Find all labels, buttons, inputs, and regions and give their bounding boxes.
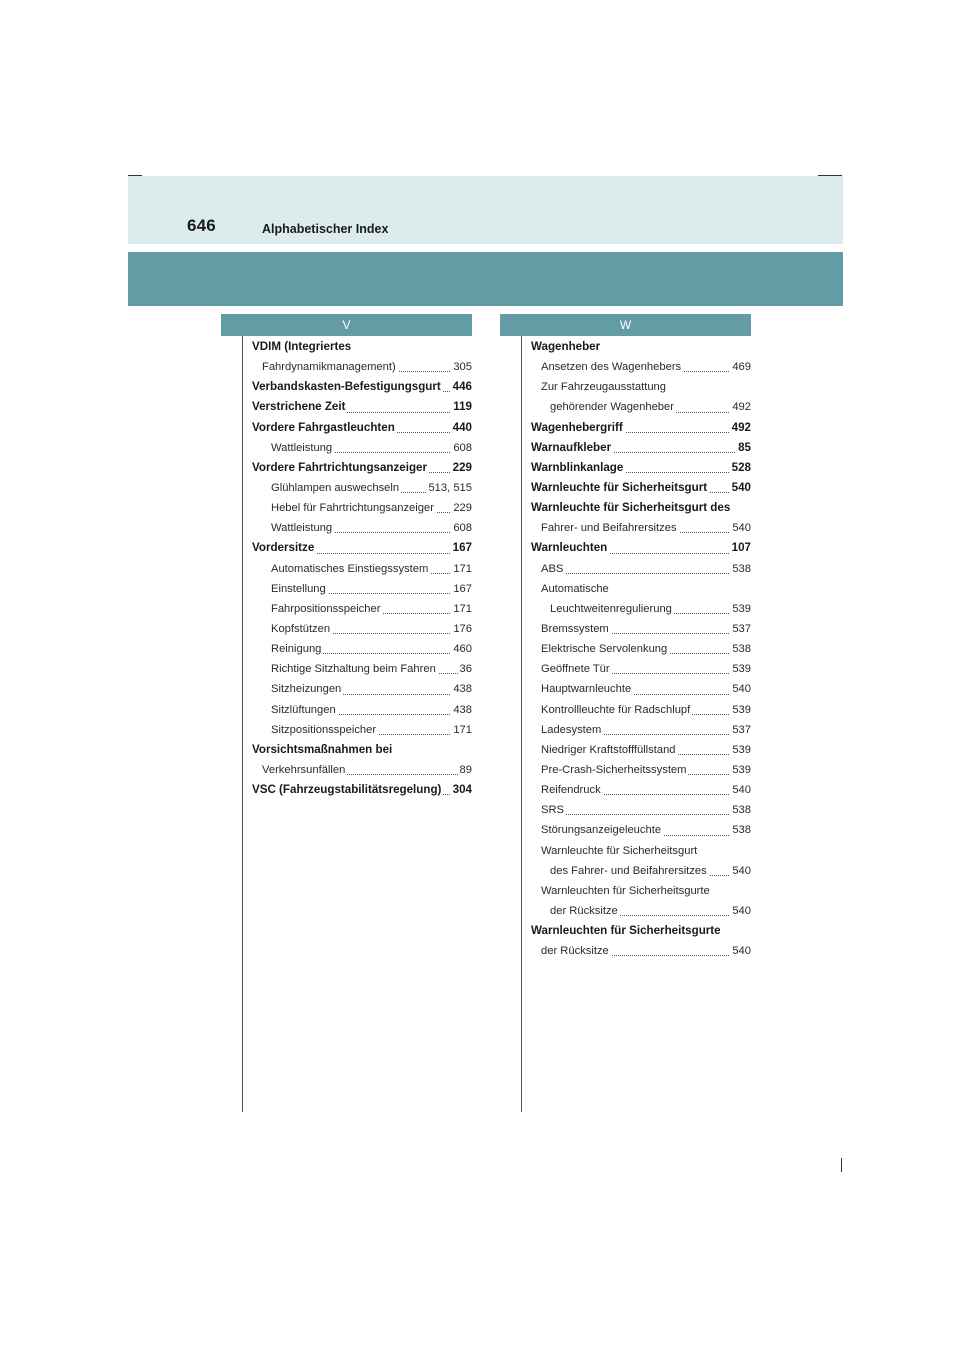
page-reference: 537 bbox=[730, 720, 751, 740]
page-reference: 89 bbox=[458, 760, 472, 780]
index-term: Verkehrsunfällen bbox=[262, 760, 347, 780]
page-reference: 171 bbox=[451, 599, 472, 619]
page-reference: 446 bbox=[451, 377, 472, 397]
index-term: Warnleuchte für Sicherheitsgurt des bbox=[531, 498, 732, 518]
index-term: Störungsanzeigeleuchte bbox=[541, 820, 663, 840]
index-entry bbox=[531, 579, 751, 599]
page-reference: 538 bbox=[730, 559, 751, 579]
index-entry bbox=[531, 559, 751, 579]
page-reference: 537 bbox=[730, 619, 751, 639]
index-entry bbox=[252, 619, 472, 639]
index-term: VSC (Fahrzeugstabilitätsregelung) bbox=[252, 780, 443, 800]
page-reference: 229 bbox=[451, 498, 472, 518]
page-number: 646 bbox=[187, 216, 216, 235]
index-entry bbox=[531, 720, 751, 740]
dot-leader bbox=[541, 814, 751, 815]
index-term: Warnaufkleber bbox=[531, 438, 613, 458]
index-entry bbox=[252, 780, 472, 800]
index-term: Sitzheizungen bbox=[271, 679, 343, 699]
index-term: Vorsichtsmaßnahmen bei bbox=[252, 740, 394, 760]
index-term: gehörender Wagenheber bbox=[550, 397, 676, 417]
page-reference: 539 bbox=[730, 700, 751, 720]
index-entry bbox=[531, 740, 751, 760]
index-term: Bremssystem bbox=[541, 619, 611, 639]
index-entry bbox=[252, 357, 472, 377]
page-reference: 528 bbox=[730, 458, 751, 478]
crop-mark bbox=[841, 1158, 842, 1172]
index-term: SRS bbox=[541, 800, 566, 820]
index-term: Elektrische Servolenkung bbox=[541, 639, 669, 659]
index-term: Vordersitze bbox=[252, 538, 316, 558]
index-term: Automatische bbox=[541, 579, 611, 599]
index-entry bbox=[531, 357, 751, 377]
index-entry bbox=[531, 599, 751, 619]
index-term: Hauptwarnleuchte bbox=[541, 679, 633, 699]
index-entry bbox=[531, 800, 751, 820]
index-entry bbox=[531, 619, 751, 639]
index-term: Sitzpositionsspeicher bbox=[271, 720, 378, 740]
page-reference: 171 bbox=[451, 720, 472, 740]
page-reference: 85 bbox=[736, 438, 751, 458]
page-reference: 167 bbox=[451, 579, 472, 599]
index-term: Fahrpositionsspeicher bbox=[271, 599, 382, 619]
index-entry bbox=[252, 538, 472, 558]
index-term: Glühlampen auswechseln bbox=[271, 478, 401, 498]
page-reference: 107 bbox=[730, 538, 751, 558]
page-reference: 539 bbox=[730, 740, 751, 760]
page-reference: 119 bbox=[451, 397, 472, 417]
index-term: Warnleuchten bbox=[531, 538, 609, 558]
index-term: VDIM (Integriertes bbox=[252, 337, 353, 357]
page-reference: 460 bbox=[451, 639, 472, 659]
page-reference: 540 bbox=[730, 518, 751, 538]
index-term: Vordere Fahrtrichtungsanzeiger bbox=[252, 458, 429, 478]
index-term: Automatisches Einstiegssystem bbox=[271, 559, 430, 579]
column-rule bbox=[242, 336, 243, 1112]
index-entry bbox=[252, 760, 472, 780]
page-reference: 538 bbox=[730, 800, 751, 820]
page-reference: 540 bbox=[730, 679, 751, 699]
column-rule bbox=[521, 336, 522, 1112]
page-reference: 539 bbox=[730, 659, 751, 679]
header-band bbox=[128, 176, 843, 244]
index-entry bbox=[252, 397, 472, 417]
page-reference: 608 bbox=[451, 438, 472, 458]
index-term: Verstrichene Zeit bbox=[252, 397, 347, 417]
index-entry bbox=[531, 760, 751, 780]
index-column-v bbox=[252, 337, 472, 800]
index-term: Verbandskasten-Befestigungsgurt bbox=[252, 377, 443, 397]
page-reference: 438 bbox=[451, 679, 472, 699]
index-entry bbox=[531, 397, 751, 417]
index-entry bbox=[252, 478, 472, 498]
index-term: Kontrollleuchte für Radschlupf bbox=[541, 700, 692, 720]
index-entry bbox=[252, 659, 472, 679]
index-entry bbox=[252, 559, 472, 579]
index-term: Wagenhebergriff bbox=[531, 418, 625, 438]
index-entry bbox=[531, 438, 751, 458]
index-term: ABS bbox=[541, 559, 565, 579]
index-term: Fahrdynamikmanagement) bbox=[262, 357, 398, 377]
index-term: Wagenheber bbox=[531, 337, 602, 357]
index-term: der Rücksitze bbox=[541, 941, 611, 961]
page-reference: 608 bbox=[451, 518, 472, 538]
index-entry bbox=[531, 901, 751, 921]
index-entry bbox=[252, 599, 472, 619]
page-reference: 36 bbox=[458, 659, 472, 679]
index-entry bbox=[531, 478, 751, 498]
index-entry bbox=[252, 458, 472, 478]
index-entry bbox=[531, 639, 751, 659]
column-heading-v: V bbox=[221, 314, 472, 336]
page-reference: 469 bbox=[730, 357, 751, 377]
index-term: Reifendruck bbox=[541, 780, 603, 800]
section-title: Alphabetischer Index bbox=[262, 222, 389, 236]
index-term: Richtige Sitzhaltung beim Fahren bbox=[271, 659, 438, 679]
index-term: Wattleistung bbox=[271, 438, 334, 458]
index-entry bbox=[252, 377, 472, 397]
index-entry bbox=[252, 740, 472, 760]
page-reference: 538 bbox=[730, 820, 751, 840]
page-reference: 540 bbox=[730, 861, 751, 881]
index-entry bbox=[531, 841, 751, 861]
index-entry bbox=[252, 498, 472, 518]
index-entry bbox=[531, 861, 751, 881]
index-column-w bbox=[531, 337, 751, 961]
page-reference: 176 bbox=[451, 619, 472, 639]
index-term: Warnleuchte für Sicherheitsgurt bbox=[531, 478, 709, 498]
index-entry bbox=[252, 418, 472, 438]
page-reference: 540 bbox=[730, 941, 751, 961]
index-entry bbox=[531, 700, 751, 720]
index-entry bbox=[531, 337, 751, 357]
page-reference: 513, 515 bbox=[426, 478, 472, 498]
index-term: Kopfstützen bbox=[271, 619, 332, 639]
index-term: Warnleuchte für Sicherheitsgurt bbox=[541, 841, 699, 861]
index-entry bbox=[531, 418, 751, 438]
page-reference: 492 bbox=[730, 397, 751, 417]
page-reference: 538 bbox=[730, 639, 751, 659]
index-term: Ansetzen des Wagenhebers bbox=[541, 357, 683, 377]
index-term: Vordere Fahrgastleuchten bbox=[252, 418, 397, 438]
index-term: Leuchtweitenregulierung bbox=[550, 599, 674, 619]
index-entry bbox=[531, 921, 751, 941]
page-reference: 438 bbox=[451, 700, 472, 720]
index-term: der Rücksitze bbox=[550, 901, 620, 921]
index-entry bbox=[252, 700, 472, 720]
dot-leader bbox=[541, 573, 751, 574]
index-entry bbox=[252, 337, 472, 357]
teal-band bbox=[128, 252, 843, 306]
index-entry bbox=[252, 438, 472, 458]
page-reference: 305 bbox=[451, 357, 472, 377]
index-term: Hebel für Fahrtrichtungsanzeiger bbox=[271, 498, 436, 518]
index-term: Warnleuchten für Sicherheitsgurte bbox=[531, 921, 723, 941]
index-term: Ladesystem bbox=[541, 720, 603, 740]
page-reference: 540 bbox=[730, 478, 751, 498]
index-term: des Fahrer- und Beifahrersitzes bbox=[550, 861, 709, 881]
index-entry bbox=[531, 377, 751, 397]
index-term: Fahrer- und Beifahrersitzes bbox=[541, 518, 679, 538]
index-term: Niedriger Kraftstofffüllstand bbox=[541, 740, 678, 760]
page-reference: 539 bbox=[730, 599, 751, 619]
index-entry bbox=[531, 458, 751, 478]
index-entry bbox=[531, 881, 751, 901]
index-term: Warnleuchten für Sicherheitsgurte bbox=[541, 881, 712, 901]
index-term: Sitzlüftungen bbox=[271, 700, 338, 720]
index-term: Warnblinkanlage bbox=[531, 458, 625, 478]
index-entry bbox=[531, 538, 751, 558]
index-entry bbox=[252, 518, 472, 538]
page-reference: 304 bbox=[451, 780, 472, 800]
index-entry bbox=[531, 518, 751, 538]
index-entry bbox=[252, 720, 472, 740]
page-reference: 167 bbox=[451, 538, 472, 558]
page-reference: 540 bbox=[730, 901, 751, 921]
page-reference: 171 bbox=[451, 559, 472, 579]
page-reference: 229 bbox=[451, 458, 472, 478]
index-entry bbox=[531, 780, 751, 800]
page-reference: 492 bbox=[730, 418, 751, 438]
index-term: Pre-Crash-Sicherheitssystem bbox=[541, 760, 688, 780]
index-entry bbox=[252, 639, 472, 659]
index-entry bbox=[252, 579, 472, 599]
index-entry bbox=[531, 941, 751, 961]
index-entry bbox=[531, 498, 751, 518]
page-reference: 540 bbox=[730, 780, 751, 800]
index-term: Geöffnete Tür bbox=[541, 659, 612, 679]
column-heading-w: W bbox=[500, 314, 751, 336]
index-term: Einstellung bbox=[271, 579, 328, 599]
index-entry bbox=[531, 659, 751, 679]
index-term: Reinigung bbox=[271, 639, 323, 659]
index-entry bbox=[531, 679, 751, 699]
page-reference: 539 bbox=[730, 760, 751, 780]
index-term: Wattleistung bbox=[271, 518, 334, 538]
index-term: Zur Fahrzeugausstattung bbox=[541, 377, 668, 397]
index-entry bbox=[252, 679, 472, 699]
index-entry bbox=[531, 820, 751, 840]
page-reference: 440 bbox=[451, 418, 472, 438]
